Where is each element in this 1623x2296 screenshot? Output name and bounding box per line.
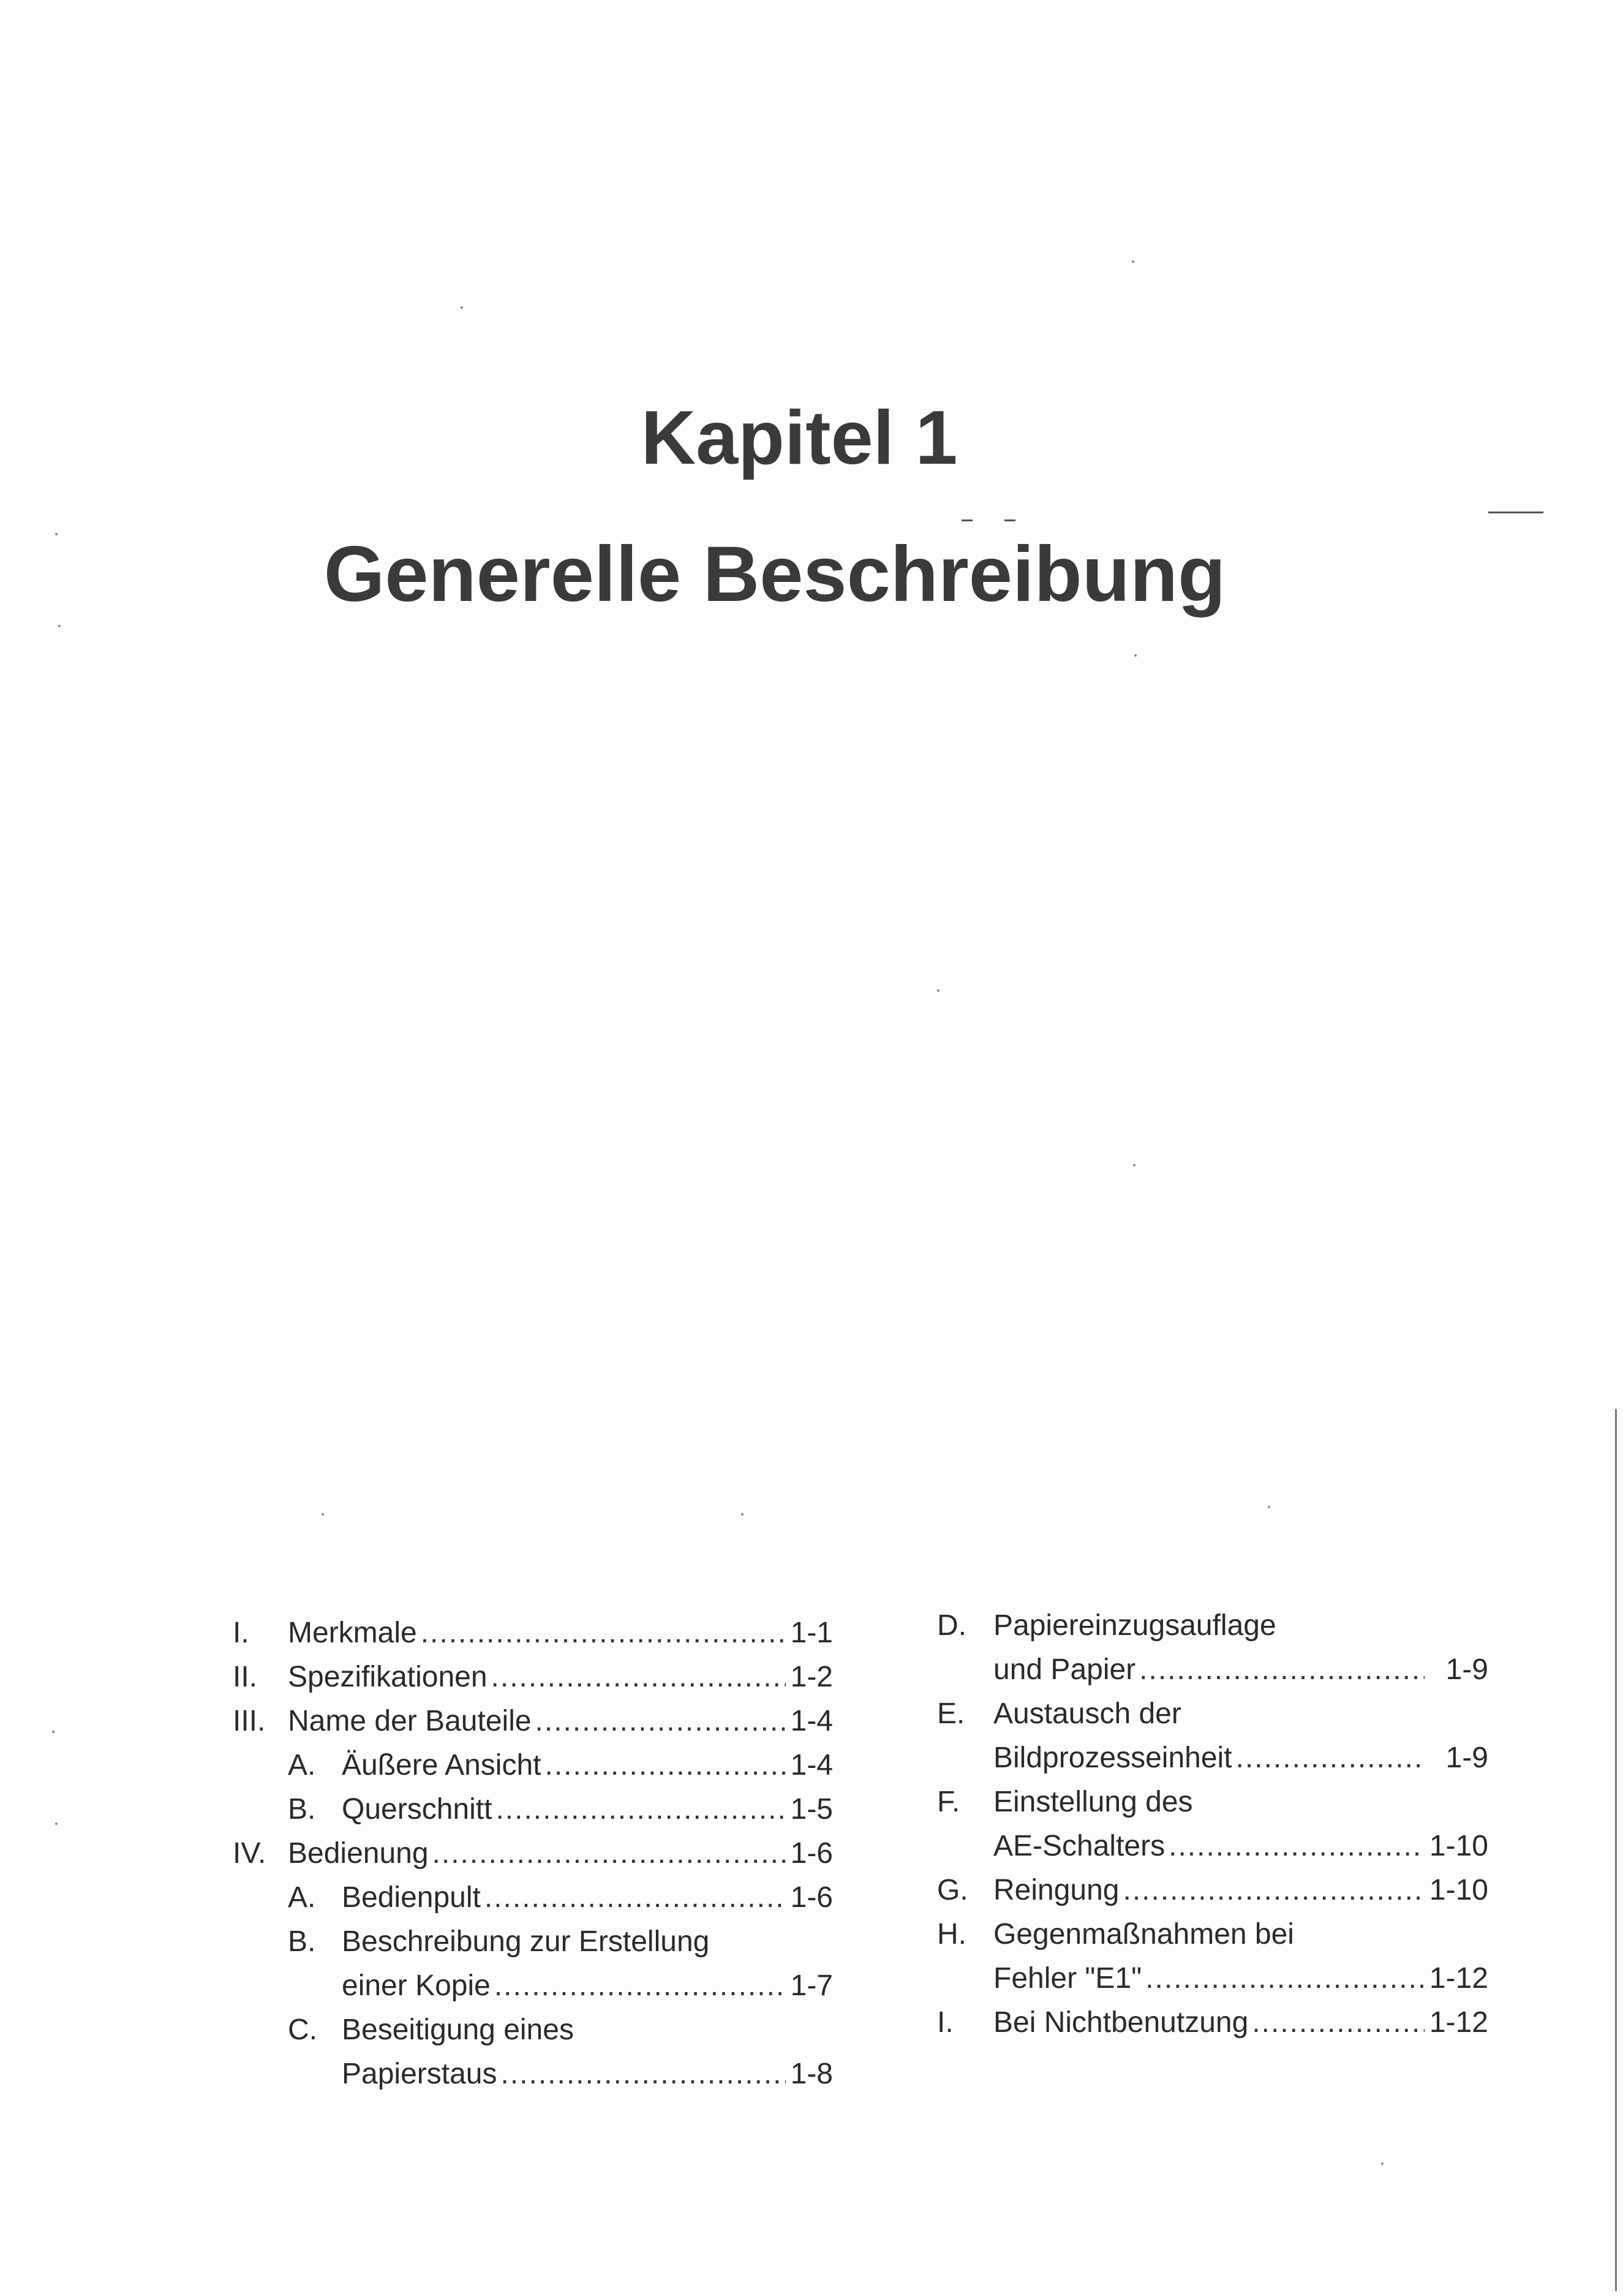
toc-leader-dots — [495, 1788, 785, 1832]
toc-entry-number: IV. — [233, 1837, 266, 1870]
toc-entry-number: I. — [233, 1617, 249, 1649]
toc-entry-continuation — [937, 1824, 1488, 1868]
toc-entry-title: Bei Nichtbenutzung — [993, 2006, 1249, 2039]
toc-entry-title: Fehler "E1" — [993, 1962, 1142, 1995]
toc-entry-title: Reingung — [993, 1874, 1120, 1906]
toc-entry — [233, 1788, 833, 1832]
toc-entry — [937, 1868, 1488, 1913]
toc-entry-number: C. — [288, 2014, 317, 2046]
toc-entry-title: Querschnitt — [342, 1793, 492, 1826]
chapter-title: Generelle Beschreibung — [323, 531, 1226, 618]
toc-entry — [937, 1692, 1488, 1736]
toc-entry — [233, 1611, 833, 1655]
toc-entry-number: A. — [288, 1881, 316, 1914]
toc-leader-dots — [535, 1699, 786, 1743]
toc-entry — [937, 1780, 1488, 1824]
toc-leader-dots — [491, 1655, 786, 1699]
toc-entry-page: 1-9 — [1445, 1653, 1488, 1686]
toc-entry-title: Papiereinzugsauflage — [993, 1609, 1276, 1642]
toc-entry-title: Bildprozesseinheit — [993, 1742, 1232, 1774]
toc-entry-title: einer Kopie — [342, 1969, 491, 2002]
toc-leader-dots — [1169, 1824, 1425, 1868]
toc-entry-title: Bedienung — [288, 1837, 429, 1870]
toc-entry-title: Papierstaus — [342, 2058, 497, 2090]
scan-mark — [1488, 512, 1543, 513]
toc-leader-dots — [1145, 1957, 1425, 2001]
toc-leader-dots — [545, 1743, 786, 1788]
toc-entry-title: und Papier — [993, 1653, 1136, 1686]
toc-entry — [937, 1604, 1488, 1648]
toc-entry-title: Name der Bauteile — [288, 1705, 532, 1737]
toc-entry-page: 1-10 — [1429, 1874, 1488, 1906]
toc-entry — [233, 1699, 833, 1743]
toc-entry-title: Spezifikationen — [288, 1661, 488, 1693]
toc-entry — [233, 2008, 833, 2052]
toc-leader-dots — [1139, 1648, 1425, 1692]
toc-entry-page: 1-6 — [790, 1881, 833, 1914]
toc-entry — [937, 1913, 1488, 1957]
toc-entry-page: 1-6 — [790, 1837, 833, 1870]
chapter-number: Kapitel 1 — [641, 396, 958, 480]
toc-entry-title: Beschreibung zur Erstellung — [342, 1925, 710, 1958]
scan-mark — [1004, 519, 1015, 521]
toc-entry — [233, 1876, 833, 1920]
toc-entry-title: Äußere Ansicht — [342, 1749, 541, 1781]
toc-entry-number: D. — [937, 1609, 966, 1642]
toc-leader-dots — [421, 1611, 786, 1655]
toc-leader-dots — [432, 1832, 786, 1876]
toc-entry-continuation — [233, 2052, 833, 2096]
toc-entry-title: Austausch der — [993, 1697, 1181, 1730]
toc-entry — [233, 1655, 833, 1699]
toc-entry-number: E. — [937, 1697, 965, 1730]
toc-entry-title: AE-Schalters — [993, 1830, 1165, 1862]
toc-entry-number: H. — [937, 1918, 966, 1950]
toc-entry-title: Bedienpult — [342, 1881, 481, 1914]
toc-entry-number: B. — [288, 1793, 316, 1826]
toc-entry — [233, 1832, 833, 1876]
toc-entry-title: Beseitigung eines — [342, 2014, 574, 2046]
toc-entry-title: Gegenmaßnahmen bei — [993, 1918, 1294, 1950]
toc-entry-page: 1-10 — [1429, 1830, 1488, 1862]
toc-entry-page: 1-2 — [790, 1661, 833, 1693]
scan-edge-line — [1615, 1409, 1617, 2291]
toc-entry-number: G. — [937, 1874, 968, 1906]
toc-entry-page: 1-7 — [790, 1969, 833, 2002]
toc-leader-dots — [484, 1876, 786, 1920]
toc-entry-title: Merkmale — [288, 1617, 417, 1649]
toc-entry-page: 1-4 — [790, 1749, 833, 1781]
toc-entry-page: 1-9 — [1445, 1742, 1488, 1774]
toc-entry-number: F. — [937, 1786, 960, 1818]
toc-entry-number: II. — [233, 1661, 258, 1693]
toc-entry-page: 1-12 — [1429, 2006, 1488, 2039]
toc-entry-continuation — [937, 1648, 1488, 1692]
toc-entry-number: B. — [288, 1925, 316, 1958]
toc-entry-page: 1-1 — [790, 1617, 833, 1649]
toc-entry-number: III. — [233, 1705, 266, 1737]
toc-entry-number: A. — [288, 1749, 316, 1781]
toc-leader-dots — [1252, 2001, 1425, 2045]
toc-leader-dots — [1236, 1736, 1425, 1780]
toc-entry-page: 1-5 — [790, 1793, 833, 1826]
toc-right-column — [937, 1604, 1488, 2045]
toc-entry-number: I. — [937, 2006, 954, 2039]
toc-entry-page: 1-8 — [790, 2058, 833, 2090]
toc-entry-continuation — [233, 1964, 833, 2008]
scan-mark — [962, 519, 973, 521]
toc-leader-dots — [500, 2052, 785, 2096]
toc-entry-page: 1-12 — [1429, 1962, 1488, 1995]
toc-leader-dots — [1123, 1868, 1425, 1913]
toc-leader-dots — [494, 1964, 786, 2008]
toc-entry — [937, 2001, 1488, 2045]
toc-entry-continuation — [937, 1736, 1488, 1780]
toc-entry — [233, 1743, 833, 1788]
toc-entry-continuation — [937, 1957, 1488, 2001]
toc-left-column — [233, 1611, 833, 2096]
toc-entry-title: Einstellung des — [993, 1786, 1193, 1818]
toc-entry-page: 1-4 — [790, 1705, 833, 1737]
toc-entry — [233, 1920, 833, 1964]
